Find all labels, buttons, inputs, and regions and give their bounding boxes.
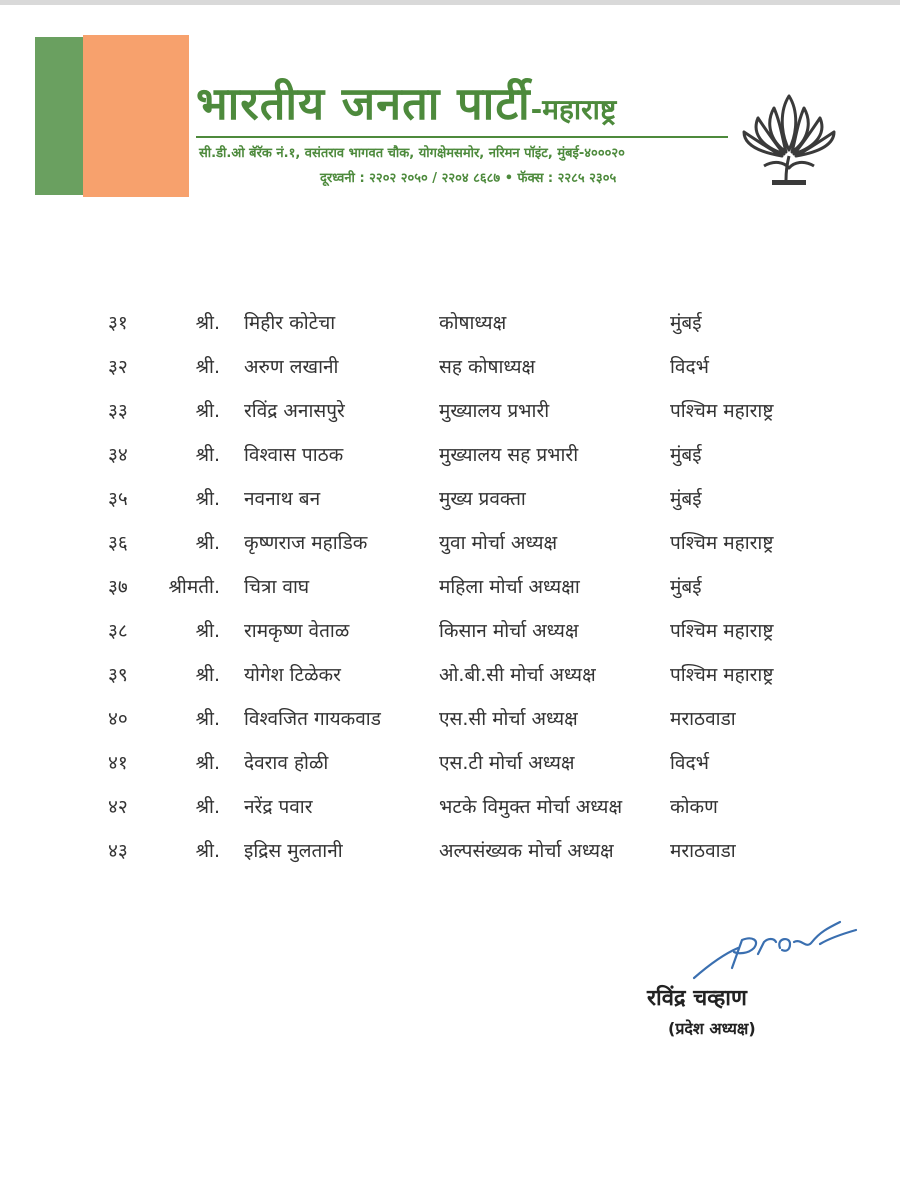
list-item [0,308,900,352]
contact-numbers: दूरध्वनी : २२०२ २०५० / २२०४ ८६८७ • फॅक्स : २२८५ २३०५ [320,171,617,186]
entry-name: देवराव होळी [244,752,329,774]
flag-green-band [35,37,83,195]
entry-post: अल्पसंख्यक मोर्चा अध्यक्ष [439,840,614,862]
entry-region: कोकण [670,796,718,818]
entry-region: मुंबई [670,312,702,334]
entry-post: ओ.बी.सी मोर्चा अध्यक्ष [439,664,596,686]
entry-post: मुख्यालय सह प्रभारी [439,444,579,466]
entry-name: योगेश टिळेकर [244,664,341,686]
party-name-main: भारतीय जनता पार्टी [196,77,531,130]
entry-region: पश्चिम महाराष्ट्र [670,664,774,686]
list-item [0,528,900,572]
entry-honorific: श्री. [195,620,220,642]
entry-number: ३१ [108,312,128,334]
entry-name: नवनाथ बन [244,488,321,510]
entry-number: ३२ [108,356,128,378]
list-item [0,748,900,792]
entry-post: एस.सी मोर्चा अध्यक्ष [439,708,578,730]
entry-honorific: श्री. [195,488,220,510]
entry-name: रविंद्र अनासपुरे [244,400,345,422]
entry-post: भटके विमुक्त मोर्चा अध्यक्ष [439,796,623,818]
entry-honorific: श्री. [195,312,220,334]
entry-name: कृष्णराज महाडिक [244,532,368,554]
page-top-border [0,0,900,5]
entry-number: ३७ [108,576,128,598]
entry-number: ४२ [108,796,128,818]
entry-region: मुंबई [670,576,702,598]
entry-region: पश्चिम महाराष्ट्र [670,400,774,422]
entry-honorific: श्री. [195,796,220,818]
entry-region: पश्चिम महाराष्ट्र [670,532,774,554]
entry-region: मुंबई [670,444,702,466]
entry-honorific: श्री. [195,532,220,554]
entry-name: इद्रिस मुलतानी [244,840,343,862]
entry-number: ४० [108,708,128,730]
entry-number: ४३ [108,840,128,862]
signatory-designation: (प्रदेश अध्यक्ष) [668,1019,756,1038]
list-item [0,616,900,660]
signatory-name: रविंद्र चव्हाण [647,986,747,1011]
lotus-icon [734,82,844,192]
list-item [0,704,900,748]
entry-region: विदर्भ [670,356,709,378]
entry-post: महिला मोर्चा अध्यक्षा [439,576,580,598]
entry-region: विदर्भ [670,752,709,774]
entry-honorific: श्री. [195,664,220,686]
entry-honorific: श्री. [195,356,220,378]
entry-number: ३४ [108,444,128,466]
list-item [0,440,900,484]
entry-name: विश्वास पाठक [244,444,344,466]
handwritten-signature [690,908,860,988]
entry-post: एस.टी मोर्चा अध्यक्ष [439,752,575,774]
entry-name: रामकृष्ण वेताळ [244,620,350,642]
entry-honorific: श्री. [195,444,220,466]
entry-post: युवा मोर्चा अध्यक्ष [439,532,558,554]
list-item [0,352,900,396]
entry-post: मुख्यालय प्रभारी [439,400,550,422]
entry-name: अरुण लखानी [244,356,339,378]
flag-saffron-band [83,35,189,197]
entry-number: ३३ [108,400,128,422]
entry-region: पश्चिम महाराष्ट्र [670,620,774,642]
list-item [0,396,900,440]
entry-honorific: श्री. [195,708,220,730]
letterhead-rule [196,136,728,138]
party-name [196,78,616,136]
entry-number: ४१ [108,752,128,774]
entry-post: मुख्य प्रवक्ता [439,488,526,510]
entry-name: विश्वजित गायकवाड [244,708,381,730]
list-item [0,660,900,704]
entry-region: मुंबई [670,488,702,510]
entry-name: चित्रा वाघ [244,576,310,598]
entry-honorific: श्री. [195,400,220,422]
entry-post: सह कोषाध्यक्ष [439,356,536,378]
entry-post: कोषाध्यक्ष [439,312,507,334]
entry-number: ३५ [108,488,128,510]
list-item [0,572,900,616]
party-state-suffix: -महाराष्ट्र [530,93,617,126]
entry-number: ३९ [108,664,128,686]
entry-region: मराठवाडा [670,708,736,730]
list-item [0,792,900,836]
office-address: सी.डी.ओ बॅरॅक नं.१, वसंतराव भागवत चौक, योगक्षेमसमोर, नरिमन पॉइंट, मुंबई-४०००२० [199,146,625,161]
list-item [0,836,900,880]
entry-honorific: श्रीमती. [168,576,220,598]
entry-post: किसान मोर्चा अध्यक्ष [439,620,579,642]
list-item [0,484,900,528]
entry-honorific: श्री. [195,752,220,774]
entry-number: ३६ [108,532,128,554]
entry-name: नरेंद्र पवार [244,796,313,818]
entry-name: मिहीर कोटेचा [244,312,336,334]
entry-honorific: श्री. [195,840,220,862]
office-bearers-list [0,308,900,880]
entry-number: ३८ [108,620,128,642]
entry-region: मराठवाडा [670,840,736,862]
